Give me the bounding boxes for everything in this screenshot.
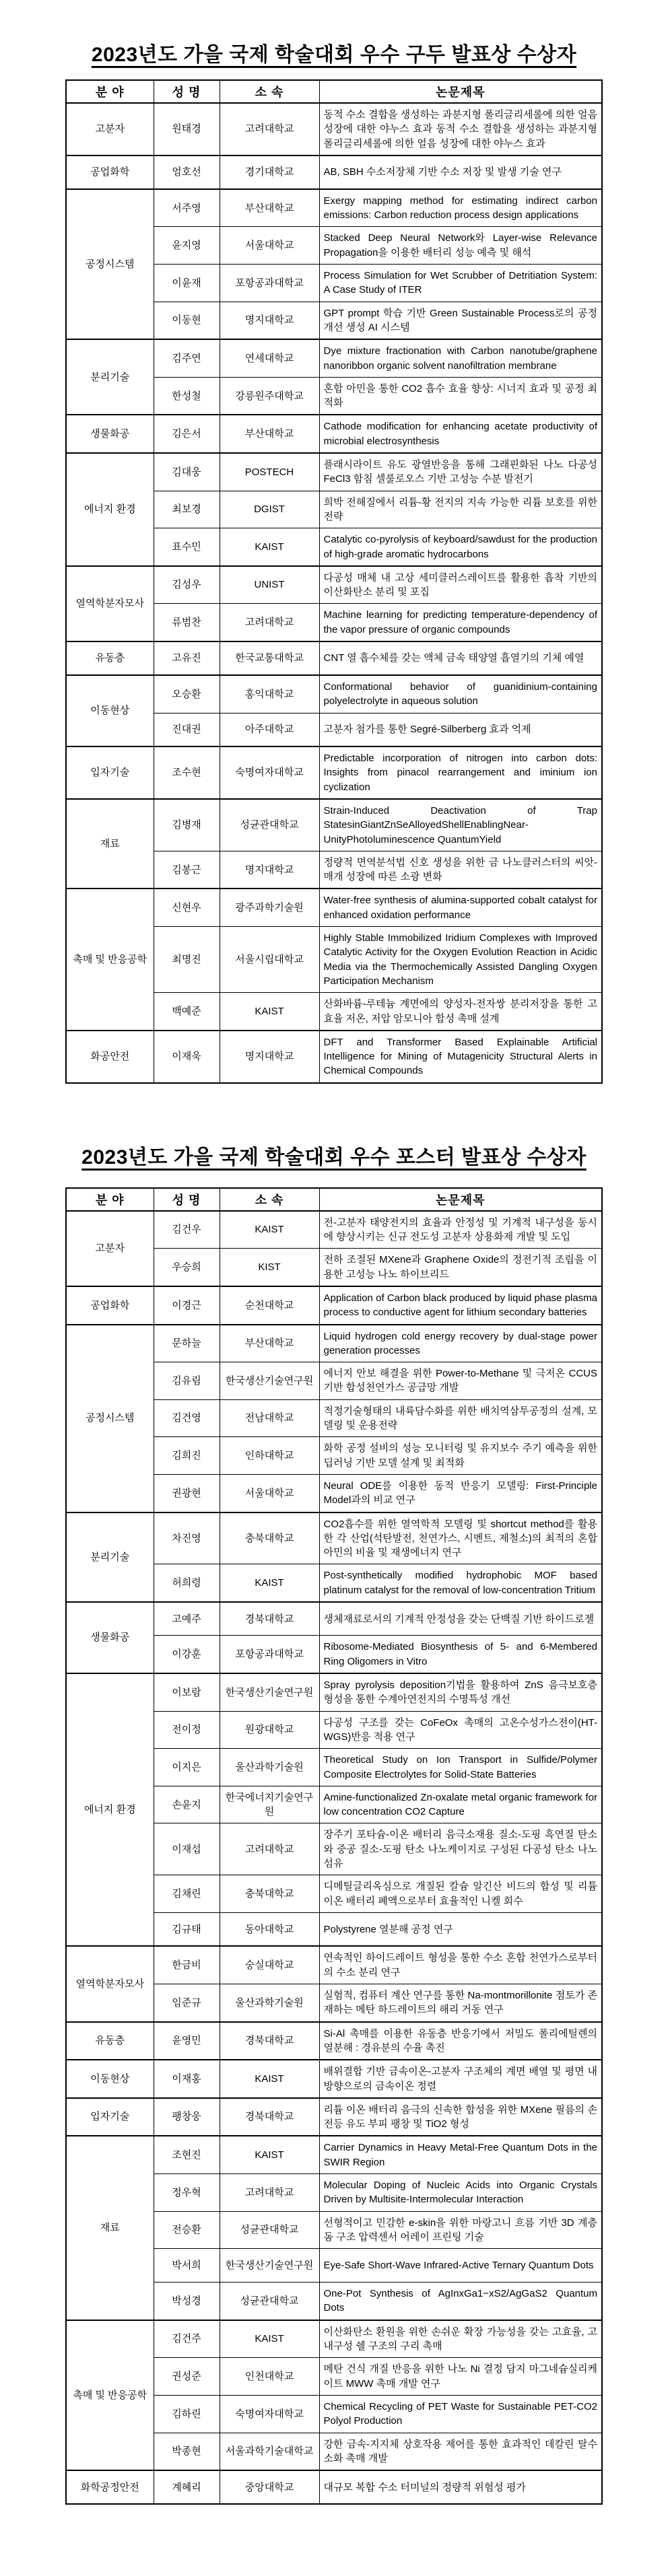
affiliation-cell: 서울대학교 <box>220 1474 319 1512</box>
paper-title-cell: Molecular Doping of Nucleic Acids into Organic Crystals Driven by Multisite-Intermolecular Interaction <box>319 2174 602 2212</box>
column-header-affiliation: 소 속 <box>220 1188 319 1211</box>
name-cell: 백예준 <box>154 993 220 1031</box>
header-row <box>66 80 602 103</box>
affiliation-cell: 광주과학기술원 <box>220 889 319 926</box>
affiliation-cell: 중앙대학교 <box>220 2470 319 2504</box>
affiliation-cell: 울산과학기술원 <box>220 1984 319 2022</box>
field-cell: 에너지 환경 <box>66 1673 154 1946</box>
affiliation-cell: 명지대학교 <box>220 851 319 889</box>
name-cell: 이재욱 <box>154 1031 220 1083</box>
oral-award-table <box>65 79 603 1084</box>
affiliation-cell: KAIST <box>220 2320 319 2358</box>
paper-title-cell: Si-Al 촉매를 이용한 유동층 반응기에서 저밀도 폴리에틸렌의 열분해 : 경유분의 수율 촉진 <box>319 2022 602 2060</box>
field-cell: 에너지 환경 <box>66 453 154 566</box>
paper-title-cell: DFT and Transformer Based Explainable Artificial Intelligence for Mining of Mutagenicity Structural Alerts in Chemical Compounds <box>319 1031 602 1083</box>
poster-award-table-body <box>66 1211 602 2504</box>
paper-title-cell: Post-synthetically modified hydrophobic MOF based platinum catalyst for the removal of low-concentration Tritium <box>319 1564 602 1602</box>
field-cell: 고분자 <box>66 103 154 155</box>
name-cell: 오승환 <box>154 675 220 713</box>
affiliation-cell: KAIST <box>220 2136 319 2173</box>
paper-title-cell: 다공성 구조를 갖는 CoFeOx 촉매의 고온수성가스전이(HT-WGS)반응 적용 연구 <box>319 1711 602 1749</box>
paper-title-cell: 배위결합 기반 금속이온-고분자 구조체의 계면 배열 및 평면 내 방향으로의 금속이온 정렬 <box>319 2060 602 2098</box>
paper-title-cell: 희박 전해질에서 리튬-황 전지의 지속 가능한 리튬 보호를 위한 전략 <box>319 491 602 528</box>
oral-award-title-text: 2023년도 가을 국제 학술대회 우수 구두 발표상 수상자 <box>91 44 577 66</box>
name-cell: 김하린 <box>154 2395 220 2433</box>
table-row <box>66 1031 602 1083</box>
name-cell: 김건우 <box>154 1211 220 1249</box>
paper-title-cell: 디메틸글리옥심으로 개질된 칼슘 알긴산 비드의 합성 및 리튬 이온 배터리 폐액으로부터 효율적인 니켈 회수 <box>319 1875 602 1913</box>
affiliation-cell: 부산대학교 <box>220 189 319 227</box>
affiliation-cell: KAIST <box>220 1564 319 1602</box>
table-row <box>66 1673 602 1711</box>
paper-title-cell: 혼합 아민을 통한 CO2 흡수 효율 향상: 시너지 효과 및 공정 최적화 <box>319 377 602 415</box>
paper-title-cell: Dye mixture fractionation with Carbon nanotube/graphene nanoribbon organic solvent nanofiltration membrane <box>319 339 602 377</box>
paper-title-cell: CO2흡수를 위한 열역학적 모델링 및 shortcut method를 활용한 각 산업(석탄발전, 천연가스, 시멘트, 제철소)의 최적의 혼합 아민의 비율 및 재생에너지 연구 <box>319 1512 602 1564</box>
affiliation-cell: 강릉원주대학교 <box>220 377 319 415</box>
header-row <box>66 1188 602 1211</box>
paper-title-cell: Predictable incorporation of nitrogen into carbon dots: Insights from pinacol rearrangement and iminium ion cyclization <box>319 746 602 799</box>
name-cell: 이재섭 <box>154 1823 220 1875</box>
name-cell: 정우혁 <box>154 2174 220 2212</box>
affiliation-cell: 한국생산기술연구원 <box>220 1673 319 1711</box>
field-cell: 화학공정안전 <box>66 2470 154 2504</box>
name-cell: 전승환 <box>154 2211 220 2249</box>
affiliation-cell: 경북대학교 <box>220 2098 319 2136</box>
paper-title-cell: 산화바륨-루테늄 계면에의 양성자-전자쌍 분리저장을 통한 고효율 저온, 저압 암모니아 합성 촉매 설계 <box>319 993 602 1031</box>
table-row <box>66 2136 602 2173</box>
paper-title-cell: Cathode modification for enhancing acetate productivity of microbial electrosynthesis <box>319 415 602 453</box>
paper-title-cell: Conformational behavior of guanidinium-containing polyelectrolyte in aqueous solution <box>319 675 602 713</box>
affiliation-cell: 인하대학교 <box>220 1437 319 1475</box>
paper-title-cell: Highly Stable Immobilized Iridium Complexes with Improved Catalytic Activity for the Oxygen Evolution Reaction in Acidic Media via the Thermochemically Assisted Dangling Oxygen Participation Mechanism <box>319 927 602 993</box>
name-cell: 김대웅 <box>154 453 220 491</box>
affiliation-cell: 숭실대학교 <box>220 1946 319 1984</box>
affiliation-cell: 포항공과대학교 <box>220 1636 319 1673</box>
column-header-paper-title: 논문제목 <box>319 80 602 103</box>
affiliation-cell: 명지대학교 <box>220 1031 319 1083</box>
column-header-field: 분 야 <box>66 80 154 103</box>
affiliation-cell: KAIST <box>220 1211 319 1249</box>
paper-title-cell: 정량적 면역분석법 신호 생성을 위한 금 나노클러스터의 씨앗-매개 성장에 따른 소광 변화 <box>319 851 602 889</box>
name-cell: 이지은 <box>154 1749 220 1786</box>
paper-title-cell: Chemical Recycling of PET Waste for Sustainable PET-CO2 Polyol Production <box>319 2395 602 2433</box>
name-cell: 엄호선 <box>154 155 220 189</box>
paper-title-cell: GPT prompt 학습 기반 Green Sustainable Process로의 공정 개선 생성 AI 시스템 <box>319 302 602 339</box>
name-cell: 이경근 <box>154 1286 220 1325</box>
table-row <box>66 1946 602 1984</box>
paper-title-cell: 전-고분자 태양전지의 효율과 안정성 및 기계적 내구성을 동시에 향상시키는 신규 전도성 고분자 상용화제 개발 및 도입 <box>319 1211 602 1249</box>
paper-title-cell: AB, SBH 수소저장체 기반 수소 저장 및 발생 기술 연구 <box>319 155 602 189</box>
field-cell: 이동현상 <box>66 675 154 746</box>
name-cell: 우승희 <box>154 1249 220 1286</box>
field-cell: 촉매 및 반응공학 <box>66 889 154 1030</box>
name-cell: 고예주 <box>154 1602 220 1636</box>
table-row <box>66 1286 602 1325</box>
paper-title-cell: Eye-Safe Short-Wave Infrared-Active Ternary Quantum Dots <box>319 2249 602 2283</box>
name-cell: 원태경 <box>154 103 220 155</box>
name-cell: 김유림 <box>154 1362 220 1400</box>
field-cell: 공정시스템 <box>66 189 154 339</box>
table-row <box>66 453 602 491</box>
paper-title-cell: 다공성 매체 내 고상 세미클러스레이트를 활용한 흡착 기반의 이산화탄소 분리 및 포집 <box>319 566 602 604</box>
column-header-affiliation: 소 속 <box>220 80 319 103</box>
field-cell: 입자기술 <box>66 2098 154 2136</box>
name-cell: 허희령 <box>154 1564 220 1602</box>
affiliation-cell: 인천대학교 <box>220 2358 319 2396</box>
table-row <box>66 641 602 675</box>
paper-title-cell: Catalytic co-pyrolysis of keyboard/sawdust for the production of high-grade aromatic hydrocarbons <box>319 528 602 566</box>
table-row <box>66 1325 602 1362</box>
affiliation-cell: 부산대학교 <box>220 1325 319 1362</box>
table-row <box>66 2060 602 2098</box>
table-row <box>66 189 602 227</box>
field-cell: 고분자 <box>66 1211 154 1286</box>
paper-title-cell: 메탄 건식 개질 반응을 위한 나노 Ni 결정 담지 마그네슘실리케이트 MWW 촉매 개발 연구 <box>319 2358 602 2396</box>
affiliation-cell: 명지대학교 <box>220 302 319 339</box>
paper-title-cell: Polystyrene 열분해 공정 연구 <box>319 1912 602 1946</box>
affiliation-cell: 경북대학교 <box>220 1602 319 1636</box>
table-row <box>66 339 602 377</box>
paper-title-cell: Carrier Dynamics in Heavy Metal-Free Quantum Dots in the SWIR Region <box>319 2136 602 2173</box>
affiliation-cell: 서울과학기술대학교 <box>220 2433 319 2470</box>
column-header-name: 성 명 <box>154 1188 220 1211</box>
affiliation-cell: 한국생산기술연구원 <box>220 1362 319 1400</box>
table-row <box>66 2320 602 2358</box>
affiliation-cell: 아주대학교 <box>220 713 319 746</box>
affiliation-cell: 고려대학교 <box>220 103 319 155</box>
name-cell: 조수현 <box>154 746 220 799</box>
paper-title-cell: 실험적, 컴퓨터 계산 연구를 통한 Na-montmorillonite 점토가 존재하는 메탄 하드레이트의 해리 거동 연구 <box>319 1984 602 2022</box>
affiliation-cell: UNIST <box>220 566 319 604</box>
field-cell: 생물화공 <box>66 1602 154 1673</box>
paper-title-cell: Machine learning for predicting temperature-dependency of the vapor pressure of organic compounds <box>319 604 602 641</box>
field-cell: 유동층 <box>66 641 154 675</box>
field-cell: 생물화공 <box>66 415 154 453</box>
affiliation-cell: KIST <box>220 1249 319 1286</box>
oral-award-table-body <box>66 103 602 1083</box>
paper-title-cell: Liquid hydrogen cold energy recovery by dual-stage power generation processes <box>319 1325 602 1362</box>
field-cell: 공업화학 <box>66 1286 154 1325</box>
column-header-paper-title: 논문제목 <box>319 1188 602 1211</box>
name-cell: 김봉근 <box>154 851 220 889</box>
affiliation-cell: KAIST <box>220 993 319 1031</box>
affiliation-cell: 한국에너지기술연구원 <box>220 1786 319 1823</box>
affiliation-cell: 한국교통대학교 <box>220 641 319 675</box>
poster-award-table-head <box>66 1188 602 1211</box>
table-row <box>66 889 602 926</box>
table-row <box>66 799 602 851</box>
name-cell: 표수민 <box>154 528 220 566</box>
field-cell: 열역학분자모사 <box>66 566 154 641</box>
paper-title-cell: 플래시라이트 유도 광열반응을 통해 그래핀화된 나노 다공성 FeCl3 함침 셀룰로오스 기반 고성능 수분 발전기 <box>319 453 602 491</box>
poster-award-title <box>0 1140 668 1170</box>
affiliation-cell: 성균관대학교 <box>220 2211 319 2249</box>
table-row <box>66 566 602 604</box>
name-cell: 박서희 <box>154 2249 220 2283</box>
affiliation-cell: DGIST <box>220 491 319 528</box>
table-row <box>66 675 602 713</box>
name-cell: 이강훈 <box>154 1636 220 1673</box>
affiliation-cell: 동아대학교 <box>220 1912 319 1946</box>
affiliation-cell: POSTECH <box>220 453 319 491</box>
affiliation-cell: 고려대학교 <box>220 1823 319 1875</box>
paper-title-cell: 에너지 안보 해결을 위한 Power-to-Methane 및 극저온 CCUS 기반 합성천연가스 공급망 개발 <box>319 1362 602 1400</box>
name-cell: 이재홍 <box>154 2060 220 2098</box>
field-cell: 유동층 <box>66 2022 154 2060</box>
name-cell: 차진영 <box>154 1512 220 1564</box>
name-cell: 팽창웅 <box>154 2098 220 2136</box>
table-row <box>66 2022 602 2060</box>
name-cell: 최보경 <box>154 491 220 528</box>
paper-title-cell: 화학 공정 설비의 성능 모니터링 및 유지보수 주기 예측을 위한 딥러닝 기반 모델 설계 및 최적화 <box>319 1437 602 1475</box>
name-cell: 조현진 <box>154 2136 220 2173</box>
name-cell: 문하늘 <box>154 1325 220 1362</box>
table-row <box>66 1602 602 1636</box>
name-cell: 김건주 <box>154 2320 220 2358</box>
affiliation-cell: KAIST <box>220 2060 319 2098</box>
affiliation-cell: 한국생산기술연구원 <box>220 2249 319 2283</box>
table-row <box>66 155 602 189</box>
paper-title-cell: 대규모 복합 수소 터미널의 정량적 위험성 평가 <box>319 2470 602 2504</box>
paper-title-cell: One-Pot Synthesis of AgInxGa1−xS2/AgGaS2 Quantum Dots <box>319 2283 602 2320</box>
paper-title-cell: Strain-Induced Deactivation of Trap StatesinGiantZnSeAlloyedShellEnablingNear-UnityPhotoluminescence QuantumYield <box>319 799 602 851</box>
paper-title-cell: Theoretical Study on Ion Transport in Sulfide/Polymer Composite Electrolytes for Solid-State Batteries <box>319 1749 602 1786</box>
affiliation-cell: 홍익대학교 <box>220 675 319 713</box>
field-cell: 재료 <box>66 2136 154 2320</box>
table-row <box>66 415 602 453</box>
affiliation-cell: 전남대학교 <box>220 1399 319 1437</box>
table-row <box>66 103 602 155</box>
oral-award-title <box>0 38 668 67</box>
name-cell: 손윤지 <box>154 1786 220 1823</box>
affiliation-cell: 고려대학교 <box>220 604 319 641</box>
affiliation-cell: 경북대학교 <box>220 2022 319 2060</box>
paper-title-cell: Water-free synthesis of alumina-supported cobalt catalyst for enhanced oxidation performance <box>319 889 602 926</box>
affiliation-cell: 서울대학교 <box>220 227 319 265</box>
table-row <box>66 746 602 799</box>
affiliation-cell: 충북대학교 <box>220 1512 319 1564</box>
paper-title-cell: 연속적인 하이드레이트 형성을 통한 수소 혼합 천연가스로부터의 수소 분리 연구 <box>319 1946 602 1984</box>
name-cell: 진대권 <box>154 713 220 746</box>
name-cell: 김규태 <box>154 1912 220 1946</box>
table-row <box>66 1512 602 1564</box>
field-cell: 공정시스템 <box>66 1325 154 1512</box>
paper-title-cell: 전하 조절된 MXene과 Graphene Oxide의 정전기적 조립을 이용한 고성능 나노 하이브리드 <box>319 1249 602 1286</box>
affiliation-cell: 울산과학기술원 <box>220 1749 319 1786</box>
name-cell: 최명진 <box>154 927 220 993</box>
name-cell: 김은서 <box>154 415 220 453</box>
field-cell: 열역학분자모사 <box>66 1946 154 2021</box>
name-cell: 고유진 <box>154 641 220 675</box>
field-cell: 화공안전 <box>66 1031 154 1083</box>
paper-title-cell: 이산화탄소 환원을 위한 손쉬운 확장 가능성을 갖는 고효율, 고내구성 쉘 구조의 구리 촉매 <box>319 2320 602 2358</box>
field-cell: 분리기술 <box>66 1512 154 1602</box>
paper-title-cell: Application of Carbon black produced by liquid phase plasma process to conductive agent for lithium secondary batteries <box>319 1286 602 1325</box>
affiliation-cell: 충북대학교 <box>220 1875 319 1913</box>
name-cell: 계혜리 <box>154 2470 220 2504</box>
paper-title-cell: 고분자 첨가를 통한 Segré-Silberberg 효과 억제 <box>319 713 602 746</box>
name-cell: 류범찬 <box>154 604 220 641</box>
paper-title-cell: 강한 금속-지지체 상호작용 제어를 통한 효과적인 데칼린 탈수소화 촉매 개발 <box>319 2433 602 2470</box>
table-row <box>66 2470 602 2504</box>
name-cell: 임준규 <box>154 1984 220 2022</box>
name-cell: 김성우 <box>154 566 220 604</box>
paper-title-cell: 동적 수소 결합을 생성하는 과분지형 폴리글리세롤에 의한 얼음 성장에 대한 야누스 효과 동적 수소 결합을 생성하는 과분지형 폴리글리세롤에 의한 얼음 성장에 대한 야누스 효과 <box>319 103 602 155</box>
name-cell: 신현우 <box>154 889 220 926</box>
affiliation-cell: 연세대학교 <box>220 339 319 377</box>
name-cell: 윤지영 <box>154 227 220 265</box>
field-cell: 분리기술 <box>66 339 154 415</box>
affiliation-cell: 성균관대학교 <box>220 2283 319 2320</box>
paper-title-cell: 적정기술형태의 내륙담수화를 위한 배치역삼투공정의 설계, 모델링 및 운용전략 <box>319 1399 602 1437</box>
affiliation-cell: 순천대학교 <box>220 1286 319 1325</box>
name-cell: 한금비 <box>154 1946 220 1984</box>
affiliation-cell: 숙명여자대학교 <box>220 2395 319 2433</box>
field-cell: 재료 <box>66 799 154 889</box>
paper-title-cell: Spray pyrolysis deposition기법을 활용하여 ZnS 음극보호층 형성을 통한 수계아연전지의 수명특성 개선 <box>319 1673 602 1711</box>
paper-title-cell: Process Simulation for Wet Scrubber of Detritiation System: A Case Study of ITER <box>319 265 602 302</box>
paper-title-cell: Ribosome-Mediated Biosynthesis of 5- and 6-Membered Ring Oligomers in Vitro <box>319 1636 602 1673</box>
affiliation-cell: 부산대학교 <box>220 415 319 453</box>
paper-title-cell: 장주기 포타슘-이온 배터리 음극소재용 질소-도핑 흑연질 탄소와 중공 질소-도핑 탄소 나노케이지로 구성된 다공성 탄소 나노섬유 <box>319 1823 602 1875</box>
name-cell: 권성준 <box>154 2358 220 2396</box>
oral-award-table-head <box>66 80 602 103</box>
table-row <box>66 1211 602 1249</box>
field-cell: 촉매 및 반응공학 <box>66 2320 154 2470</box>
name-cell: 박성경 <box>154 2283 220 2320</box>
affiliation-cell: 경기대학교 <box>220 155 319 189</box>
affiliation-cell: 숙명여자대학교 <box>220 746 319 799</box>
name-cell: 이동현 <box>154 302 220 339</box>
paper-title-cell: Neural ODE를 이용한 동적 반응기 모델링: First-Principle Model과의 비교 연구 <box>319 1474 602 1512</box>
name-cell: 김주연 <box>154 339 220 377</box>
name-cell: 김채린 <box>154 1875 220 1913</box>
name-cell: 윤영민 <box>154 2022 220 2060</box>
poster-award-table <box>65 1187 603 2505</box>
name-cell: 전이정 <box>154 1711 220 1749</box>
poster-award-title-text: 2023년도 가을 국제 학술대회 우수 포스터 발표상 수상자 <box>81 1146 587 1169</box>
field-cell: 입자기술 <box>66 746 154 799</box>
affiliation-cell: KAIST <box>220 528 319 566</box>
field-cell: 공업화학 <box>66 155 154 189</box>
name-cell: 김병재 <box>154 799 220 851</box>
affiliation-cell: 포항공과대학교 <box>220 265 319 302</box>
name-cell: 박종현 <box>154 2433 220 2470</box>
name-cell: 김희진 <box>154 1437 220 1475</box>
paper-title-cell: Exergy mapping method for estimating indirect carbon emissions: Carbon reduction process design applications <box>319 189 602 227</box>
name-cell: 김건영 <box>154 1399 220 1437</box>
affiliation-cell: 서울시립대학교 <box>220 927 319 993</box>
affiliation-cell: 성균관대학교 <box>220 799 319 851</box>
name-cell: 이윤재 <box>154 265 220 302</box>
field-cell: 이동현상 <box>66 2060 154 2098</box>
name-cell: 이보람 <box>154 1673 220 1711</box>
column-header-field: 분 야 <box>66 1188 154 1211</box>
paper-title-cell: 선형적이고 민감한 e-skin을 위한 마랑고니 흐름 기반 3D 계층돔 구조 압력센서 어레이 프린팅 기술 <box>319 2211 602 2249</box>
affiliation-cell: 고려대학교 <box>220 2174 319 2212</box>
paper-title-cell: CNT 열 흡수체를 갖는 액체 금속 태양열 흡열기의 기체 예열 <box>319 641 602 675</box>
name-cell: 서주영 <box>154 189 220 227</box>
table-row <box>66 2098 602 2136</box>
affiliation-cell: 원광대학교 <box>220 1711 319 1749</box>
paper-title-cell: Amine-functionalized Zn-oxalate metal organic framework for low concentration CO2 Capture <box>319 1786 602 1823</box>
name-cell: 한성철 <box>154 377 220 415</box>
name-cell: 권광현 <box>154 1474 220 1512</box>
paper-title-cell: Stacked Deep Neural Network와 Layer-wise Relevance Propagation을 이용한 배터리 성능 예측 및 해석 <box>319 227 602 265</box>
paper-title-cell: 생체재료로서의 기계적 안정성을 갖는 단백질 기반 하이드로젤 <box>319 1602 602 1636</box>
column-header-name: 성 명 <box>154 80 220 103</box>
paper-title-cell: 리튬 이온 배터리 음극의 신속한 합성을 위한 MXene 필름의 손전등 유도 부피 팽창 및 TiO2 형성 <box>319 2098 602 2136</box>
